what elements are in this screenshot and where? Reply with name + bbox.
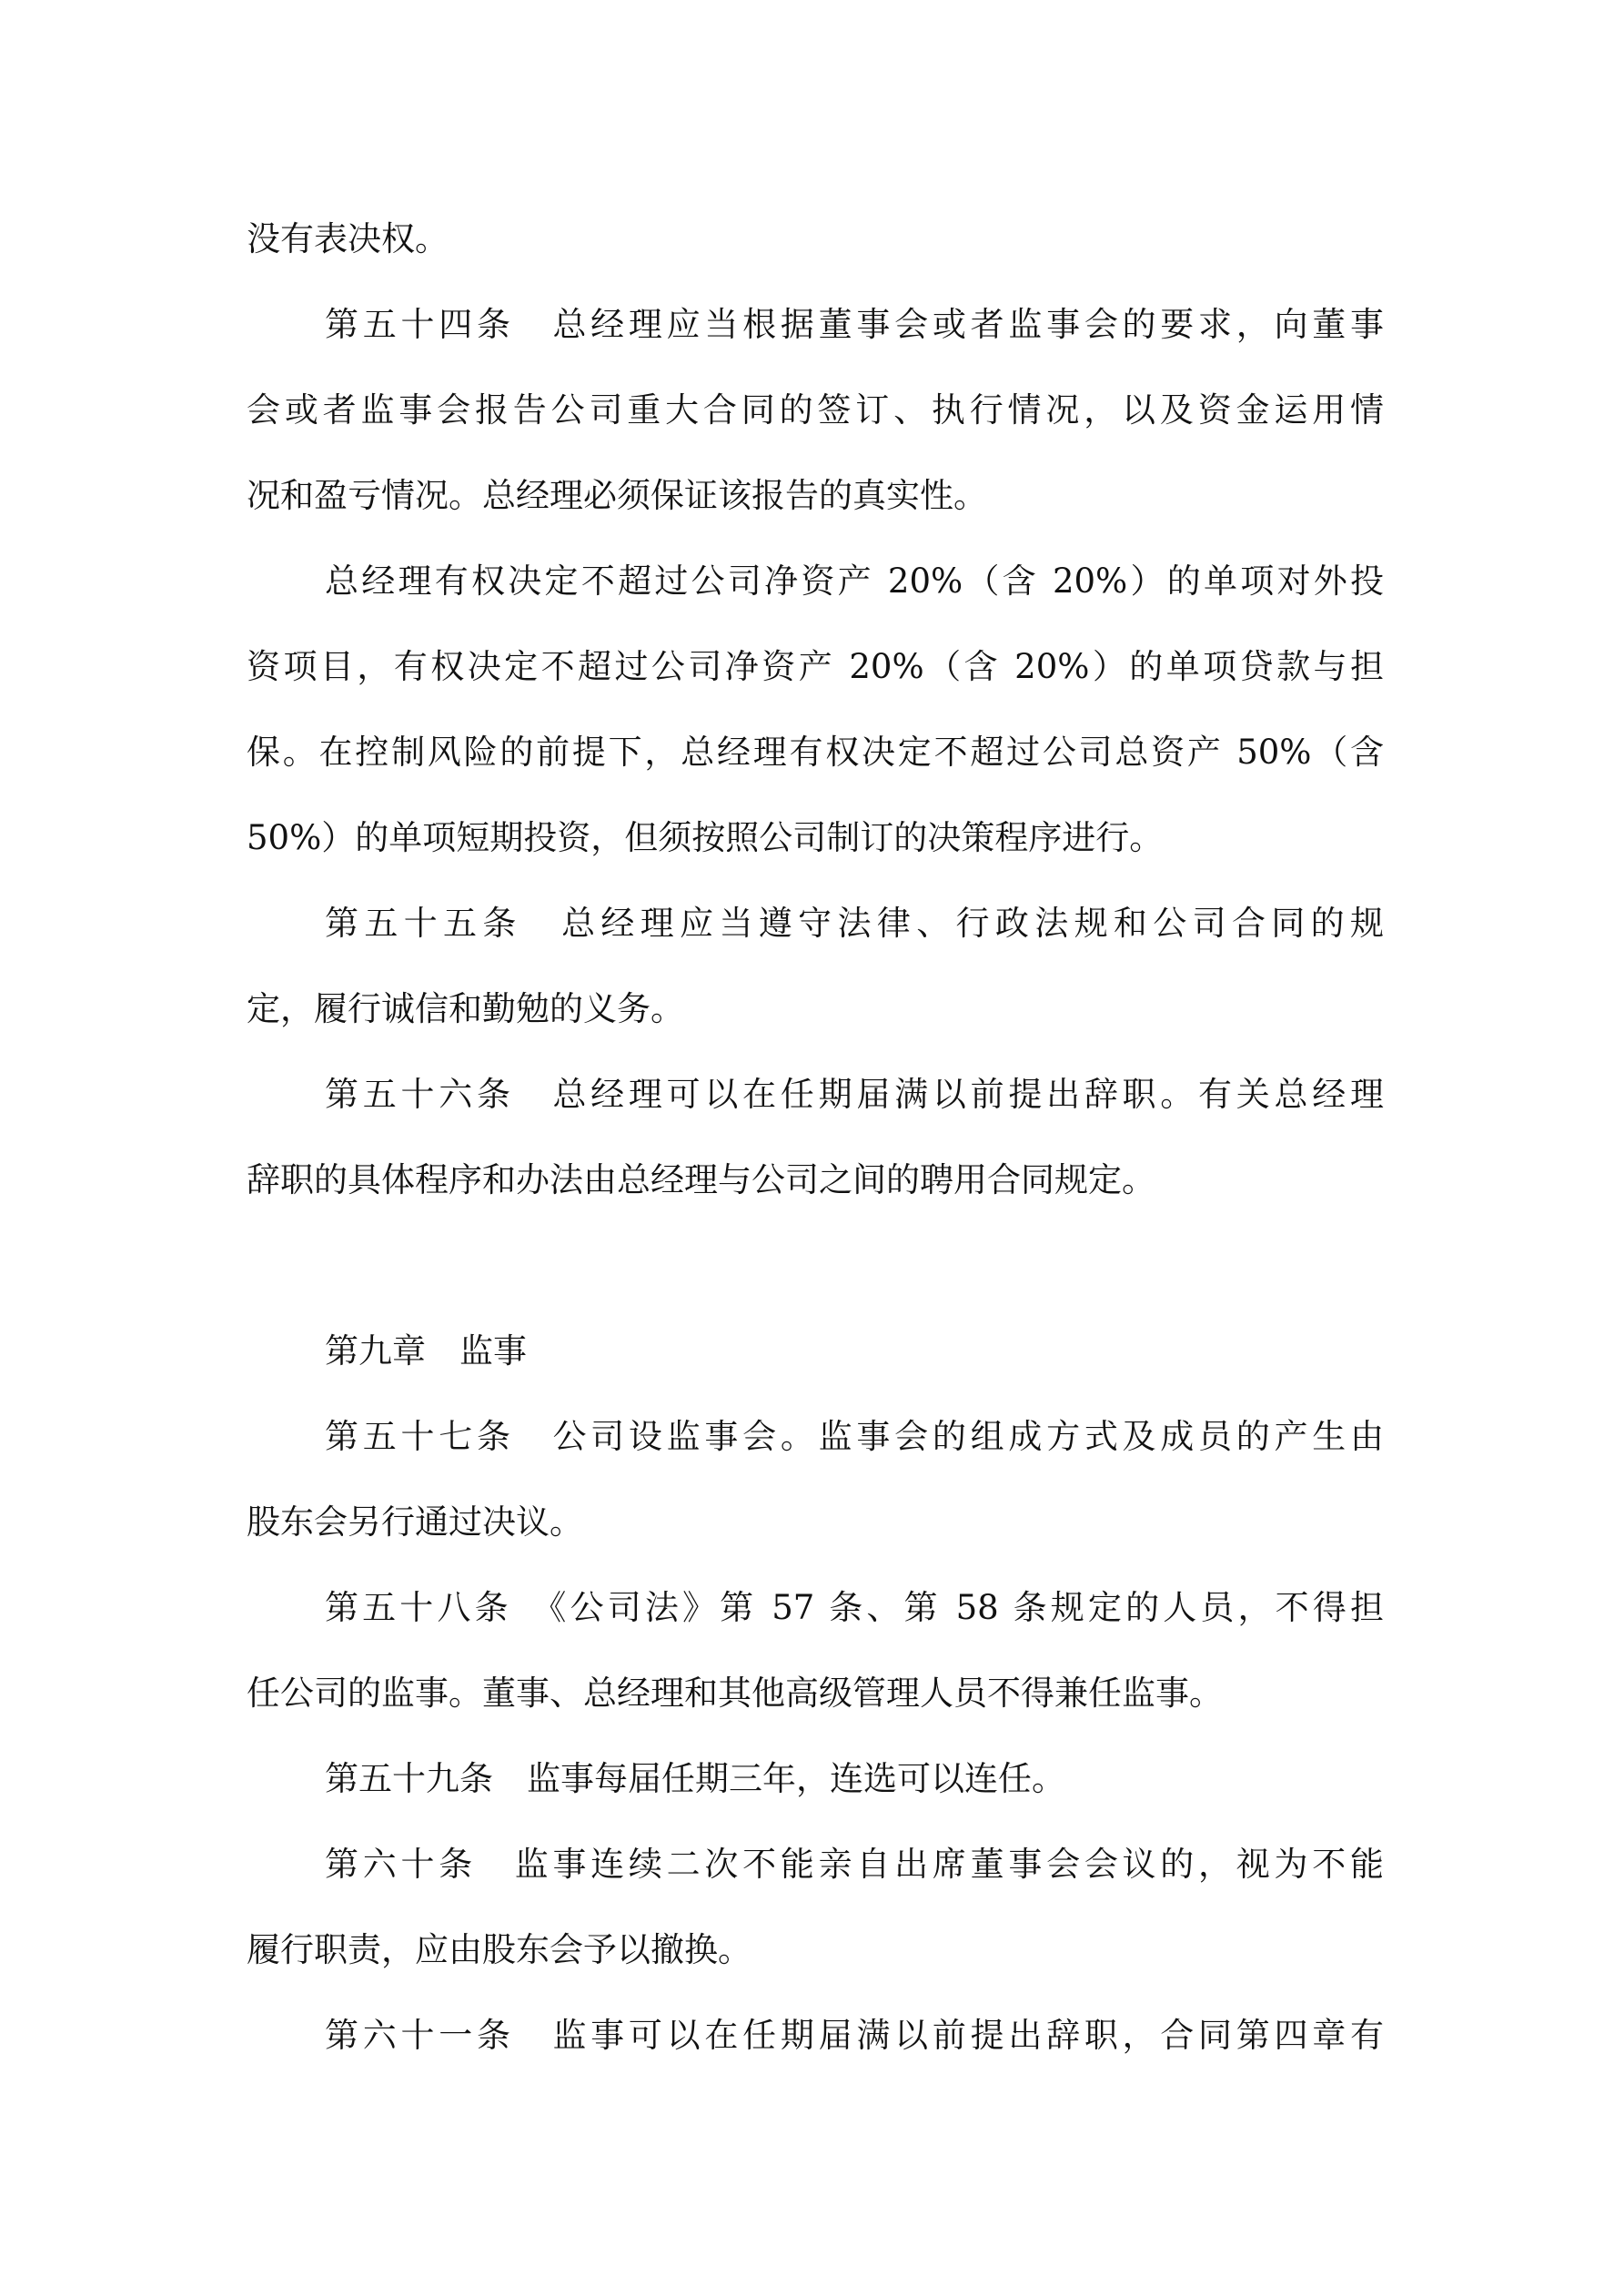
text-line: 第五十八条 《公司法》第 57 条、第 58 条规定的人员，不得担 [325,1588,1384,1627]
text-line: 会或者监事会报告公司重大合同的签订、执行情况，以及资金运用情 [247,390,1384,430]
text-line: 没有表决权。 [247,219,449,258]
text-line: 第五十九条 监事每届任期三年，连选可以连任。 [325,1759,1065,1798]
text-line: 第五十五条 总经理应当遵守法律、行政法规和公司合同的规 [325,904,1384,943]
text-line: 第六十一条 监事可以在任期届满以前提出辞职，合同第四章有 [325,2016,1384,2055]
text-line: 50%）的单项短期投资，但须按照公司制订的决策程序进行。 [247,818,1164,857]
chapter-heading: 第九章 监事 [325,1331,527,1371]
text-line: 辞职的具体程序和办法由总经理与公司之间的聘用合同规定。 [247,1160,1155,1199]
text-line: 资项目，有权决定不超过公司净资产 20%（含 20%）的单项贷款与担 [247,647,1384,686]
text-line: 第五十六条 总经理可以在任期届满以前提出辞职。有关总经理 [325,1075,1384,1114]
text-line: 股东会另行通过决议。 [247,1502,583,1542]
text-line: 定，履行诚信和勤勉的义务。 [247,989,684,1028]
text-line: 第五十七条 公司设监事会。监事会的组成方式及成员的产生由 [325,1417,1384,1456]
text-line: 总经理有权决定不超过公司净资产 20%（含 20%）的单项对外投 [325,561,1384,601]
text-line: 第五十四条 总经理应当根据董事会或者监事会的要求，向董事 [325,305,1384,344]
text-line: 保。在控制风险的前提下，总经理有权决定不超过公司总资产 50%（含 [247,733,1384,772]
text-line: 履行职责，应由股东会予以撤换。 [247,1930,751,1969]
text-line: 第六十条 监事连续二次不能亲自出席董事会会议的，视为不能 [325,1845,1384,1884]
text-line: 况和盈亏情况。总经理必须保证该报告的真实性。 [247,476,987,515]
text-line: 任公司的监事。董事、总经理和其他高级管理人员不得兼任监事。 [247,1674,1223,1713]
